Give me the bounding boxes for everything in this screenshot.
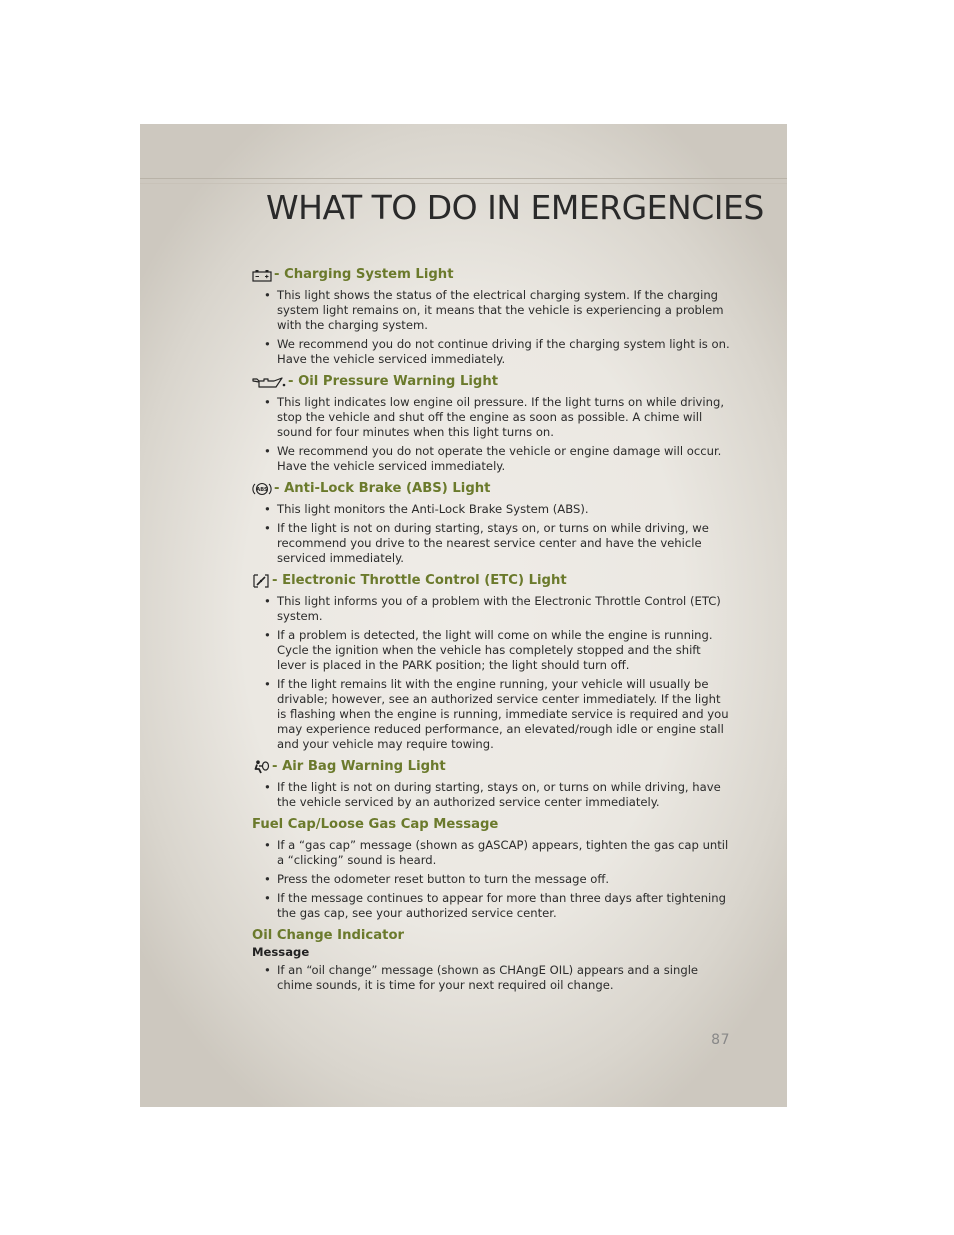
abs-icon-text: ABS (256, 487, 268, 493)
page-number: 87 (711, 1032, 730, 1048)
bullet-list (252, 963, 732, 993)
section-heading (252, 572, 732, 590)
section-heading (252, 480, 732, 498)
list-item: • This light indicates low engine oil pressure. If the light turns on while driving, stop the vehicle and shut off the engine as soon as possible. A chime will sound for four minutes when this light turns on. (252, 395, 732, 440)
oil-can-icon (252, 376, 286, 389)
section-heading-text: Oil Change Indicator (252, 928, 405, 943)
section-fuel-cap-message (252, 816, 732, 921)
list-item: • If an “oil change” message (shown as CHAngE OIL) appears and a single chime sounds, it is time for your next required oil change. (252, 963, 732, 993)
section-heading (252, 816, 732, 834)
section-oil-pressure-warning-light (252, 373, 732, 474)
page-title: WHAT TO DO IN EMERGENCIES (266, 188, 764, 227)
airbag-icon (252, 760, 270, 774)
section-heading-text: - Air Bag Warning Light (272, 759, 446, 774)
section-heading-text: Fuel Cap/Loose Gas Cap Message (252, 817, 499, 832)
section-heading (252, 373, 732, 391)
section-subheading: Message (252, 945, 310, 959)
bullet-list (252, 395, 732, 474)
section-air-bag-warning-light (252, 758, 732, 810)
list-item: • Press the odometer reset button to turn the message off. (252, 872, 732, 887)
bullet-list (252, 594, 732, 752)
page-content (252, 266, 732, 993)
section-heading-text: - Oil Pressure Warning Light (288, 374, 499, 389)
list-item: • This light shows the status of the electrical charging system. If the charging system light remains on, it means that the vehicle is experiencing a problem with the charging system. (252, 288, 732, 333)
header-rule-top (140, 178, 787, 179)
bullet-list (252, 502, 732, 566)
abs-icon (252, 482, 272, 496)
section-heading (252, 266, 732, 284)
section-heading (252, 927, 732, 945)
list-item: • This light monitors the Anti-Lock Brake System (ABS). (252, 502, 732, 517)
list-item: • If the light remains lit with the engine running, your vehicle will usually be drivable; however, see an authorized service center immediately. If the light is flashing when the engine is running, immediate service is required and you may experience reduced performance, an elevated/rough idle or engine stall and your vehicle may require towing. (252, 677, 732, 752)
throttle-icon (252, 574, 270, 588)
list-item: • If a “gas cap” message (shown as gASCAP) appears, tighten the gas cap until a “clicking” sound is heard. (252, 838, 732, 868)
section-heading-text: - Anti-Lock Brake (ABS) Light (274, 481, 491, 496)
section-heading (252, 758, 732, 776)
section-charging-system-light (252, 266, 732, 367)
bullet-list (252, 838, 732, 921)
section-anti-lock-brake-light (252, 480, 732, 566)
section-oil-change-indicator (252, 927, 732, 993)
list-item: • We recommend you do not operate the vehicle or engine damage will occur. Have the vehicle serviced immediately. (252, 444, 732, 474)
list-item: • If the message continues to appear for more than three days after tightening the gas cap, see your authorized service center. (252, 891, 732, 921)
bullet-list (252, 780, 732, 810)
battery-icon (252, 269, 272, 282)
section-heading-text: - Charging System Light (274, 267, 454, 282)
list-item: • If a problem is detected, the light will come on while the engine is running. Cycle the ignition when the vehicle has completely stopped and the shift lever is placed in the PARK position; the light should turn off. (252, 628, 732, 673)
bullet-list (252, 288, 732, 367)
header-rule-bottom (140, 183, 787, 184)
list-item: • This light informs you of a problem with the Electronic Throttle Control (ETC) system. (252, 594, 732, 624)
list-item: • If the light is not on during starting, stays on, or turns on while driving, we recommend you drive to the nearest service center and have the vehicle serviced immediately. (252, 521, 732, 566)
section-electronic-throttle-control-light (252, 572, 732, 752)
list-item: • We recommend you do not continue driving if the charging system light is on. Have the vehicle serviced immediately. (252, 337, 732, 367)
section-heading-text: - Electronic Throttle Control (ETC) Light (272, 573, 567, 588)
manual-page (140, 124, 787, 1107)
list-item: • If the light is not on during starting, stays on, or turns on while driving, have the vehicle serviced by an authorized service center immediately. (252, 780, 732, 810)
